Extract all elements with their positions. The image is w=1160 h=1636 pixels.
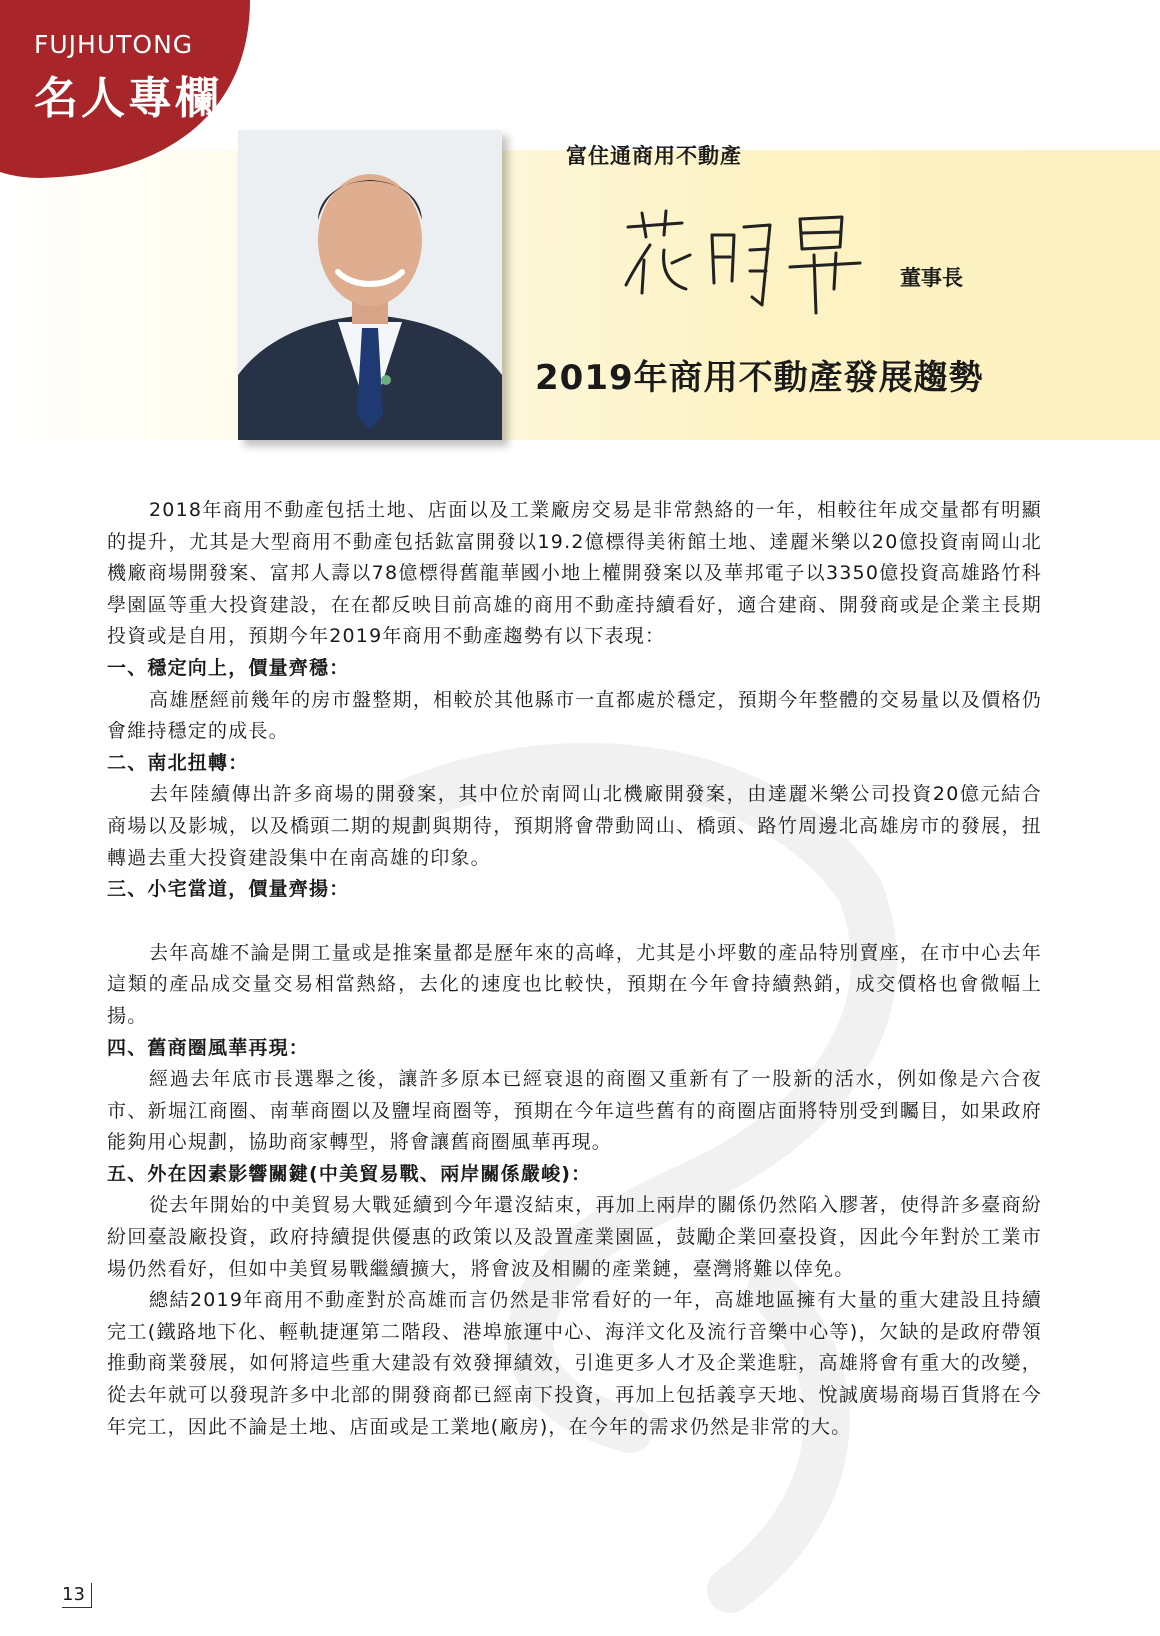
section-heading-2: 二、南北扭轉： (107, 751, 249, 774)
blank-gap (107, 906, 1042, 938)
section-text-3: 去年高雄不論是開工量或是推案量都是歷年來的高峰，尤其是小坪數的產品特別賣座，在市中心去年這類的產品成交量交易相當熱絡，去化的速度也比較快，預期在今年會持續熱銷，成交價格也會微幅上揚。 (107, 941, 1042, 1027)
section-heading-5: 五、外在因素影響關鍵(中美貿易戰、兩岸關係嚴峻)： (107, 1162, 592, 1185)
job-title: 董事長 (900, 266, 963, 290)
section-heading-1: 一、穩定向上，價量齊穩： (107, 656, 350, 679)
section-heading-3: 三、小宅當道，價量齊揚： (107, 878, 350, 901)
portrait-photo (238, 130, 502, 440)
page-number: 13 (62, 1583, 92, 1608)
signature (620, 205, 870, 320)
section-text-4: 經過去年底市長選舉之後，讓許多原本已經衰退的商圈又重新有了一股新的活水，例如像是六合夜市、新堀江商圈、南華商圈以及鹽埕商圈等，預期在今年這些舊有的商圈店面將特別受到矚目，如果政府能夠用心規劃，協助商家轉型，將會讓舊商圈風華再現。 (107, 1068, 1042, 1154)
company-name: 富住通商用不動產 (566, 144, 742, 168)
section-text-1: 高雄歷經前幾年的房市盤整期，相較於其他縣市一直都處於穩定，預期今年整體的交易量以及價格仍會維持穩定的成長。 (107, 688, 1042, 743)
intro-paragraph: 2018年商用不動產包括土地、店面以及工業廠房交易是非常熱絡的一年，相較往年成交量都有明顯的提升，尤其是大型商用不動產包括鈜富開發以19.2億標得美術館土地、達麗米樂以20億投資南岡山北機廠商場開發案、富邦人壽以78億標得舊龍華國小地上權開發案以及華邦電子以3350億投資高雄路竹科學園區等重大投資建設，在在都反映目前高雄的商用不動產持續看好，適合建商、開發商或是企業主長期投資或是自用，預期今年2019年商用不動產趨勢有以下表現： (107, 499, 1042, 648)
conclusion-paragraph: 總結2019年商用不動產對於高雄而言仍然是非常看好的一年，高雄地區擁有大量的重大建設且持續完工(鐵路地下化、輕軌捷運第二階段、港埠旅運中心、海洋文化及流行音樂中心等)，欠缺的是政府帶領推動商業發展，如何將這些重大建設有效發揮績效，引進更多人才及企業進駐，高雄將會有重大的改變，從去年就可以發現許多中北部的開發商都已經南下投資，再加上包括義享天地、悅誠廣場商場百貨將在今年完工，因此不論是土地、店面或是工業地(廠房)，在今年的需求仍然是非常的大。 (107, 1289, 1042, 1438)
brand-name-en: FUJHUTONG (34, 30, 194, 59)
column-title: 名人專欄 (34, 73, 222, 124)
section-heading-4: 四、舊商圈風華再現： (107, 1036, 310, 1059)
section-text-2: 去年陸續傳出許多商場的開發案，其中位於南岡山北機廠開發案，由達麗米樂公司投資20億元結合商場以及影城，以及橋頭二期的規劃與期待，預期將會帶動岡山、橋頭、路竹周邊北高雄房市的發展，扭轉過去重大投資建設集中在南高雄的印象。 (107, 783, 1042, 869)
section-text-5: 從去年開始的中美貿易大戰延續到今年還沒結束，再加上兩岸的關係仍然陷入膠著，使得許多臺商紛紛回臺設廠投資，政府持續提供優惠的政策以及設置產業園區，鼓勵企業回臺投資，因此今年對於工業市場仍然看好，但如中美貿易戰繼續擴大，將會波及相關的產業鏈，臺灣將難以倖免。 (107, 1194, 1042, 1280)
article-title: 2019年商用不動產發展趨勢 (535, 358, 984, 398)
article-body (107, 495, 1042, 1443)
